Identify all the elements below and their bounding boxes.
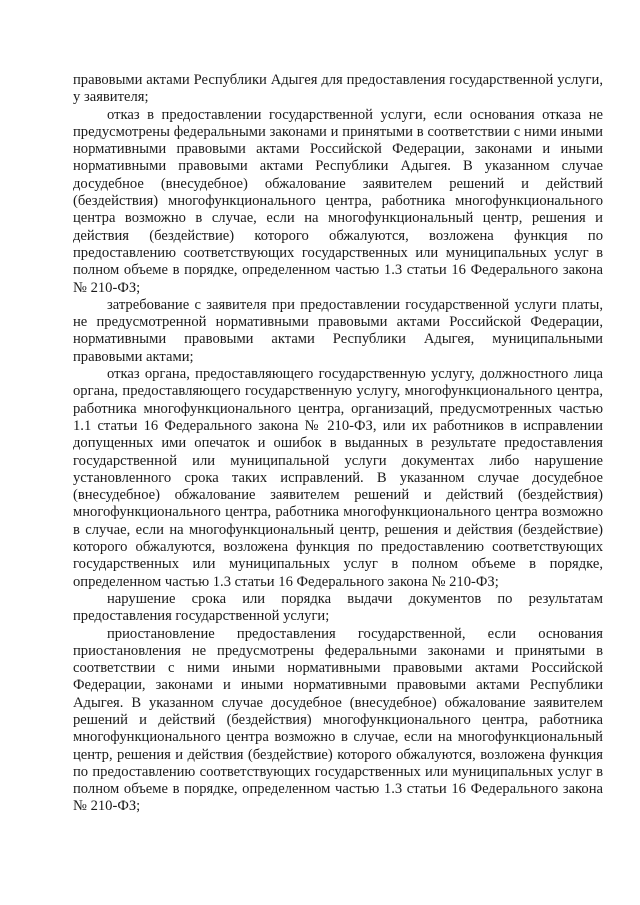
paragraph-continuation: правовыми актами Республики Адыгея для предоставления государственной услуги, у заявителя; xyxy=(73,72,603,106)
paragraph-violation-of-deadline: нарушение срока или порядка выдачи документов по результатам предоставления государственной услуги; xyxy=(73,590,603,625)
paragraph-suspension-of-service: приостановление предоставления государственной, если основания приостановления не предусмотрены федеральными законами и принятыми в соответствии с ними иными нормативными правовыми актами Российской Федерации, законами и иными нормативными правовыми актами Республики Адыгея. В указанном случае досудебное (внесудебное) обжалование заявителем решений и действий (бездействия) многофункционального центра, работника многофункционального центра возможно в случае, если на многофункциональный центр, решения и действия (бездействие) которого обжалуются, возложена функция по предоставлению соответствующих государственных или муниципальных услуг в полном объеме в порядке, определенном частью 1.3 статьи 16 Федерального закона № 210-ФЗ; xyxy=(73,625,603,815)
paragraph-refusal-to-correct-errors: отказ органа, предоставляющего государственную услугу, должностного лица органа, предоставляющего государственную услугу, многофункционального центра, работника многофункционального центра, организаций, предусмотренных частью 1.1 статьи 16 Федерального закона № 210-ФЗ, или их работников в исправлении допущенных ими опечаток и ошибок в выданных в результате предоставления государственной или муниципальной услуги документах либо нарушение установленного срока таких исправлений. В указанном случае досудебное (внесудебное) обжалование заявителем решений и действий (бездействия) многофункционального центра, работника многофункционального центра возможно в случае, если на многофункциональный центр, решения и действия (бездействие) которого обжалуются, возложена функция по предоставлению соответствующих государственных или муниципальных услуг в полном объеме в порядке, определенном частью 1.3 статьи 16 Федерального закона № 210-ФЗ; xyxy=(73,366,603,590)
document-page xyxy=(73,72,603,816)
paragraph-refusal-of-service: отказ в предоставлении государственной услуги, если основания отказа не предусмотрены федеральными законами и принятыми в соответствии с ними иными нормативными правовыми актами Российской Федерации, законами и иными нормативными правовыми актами Республики Адыгея. В указанном случае досудебное (внесудебное) обжалование заявителем решений и действий (бездействия) многофункционального центра, работника многофункционального центра возможно в случае, если на многофункциональный центр, решения и действия (бездействие) которого обжалуются, возложена функция по предоставлению соответствующих государственных или муниципальных услуг в полном объеме в порядке, определенном частью 1.3 статьи 16 Федерального закона № 210-ФЗ; xyxy=(73,106,603,296)
paragraph-demand-of-payment: затребование с заявителя при предоставлении государственной услуги платы, не предусмотренной нормативными правовыми актами Российской Федерации, нормативными правовыми актами Республики Адыгея, муниципальными правовыми актами; xyxy=(73,296,603,365)
